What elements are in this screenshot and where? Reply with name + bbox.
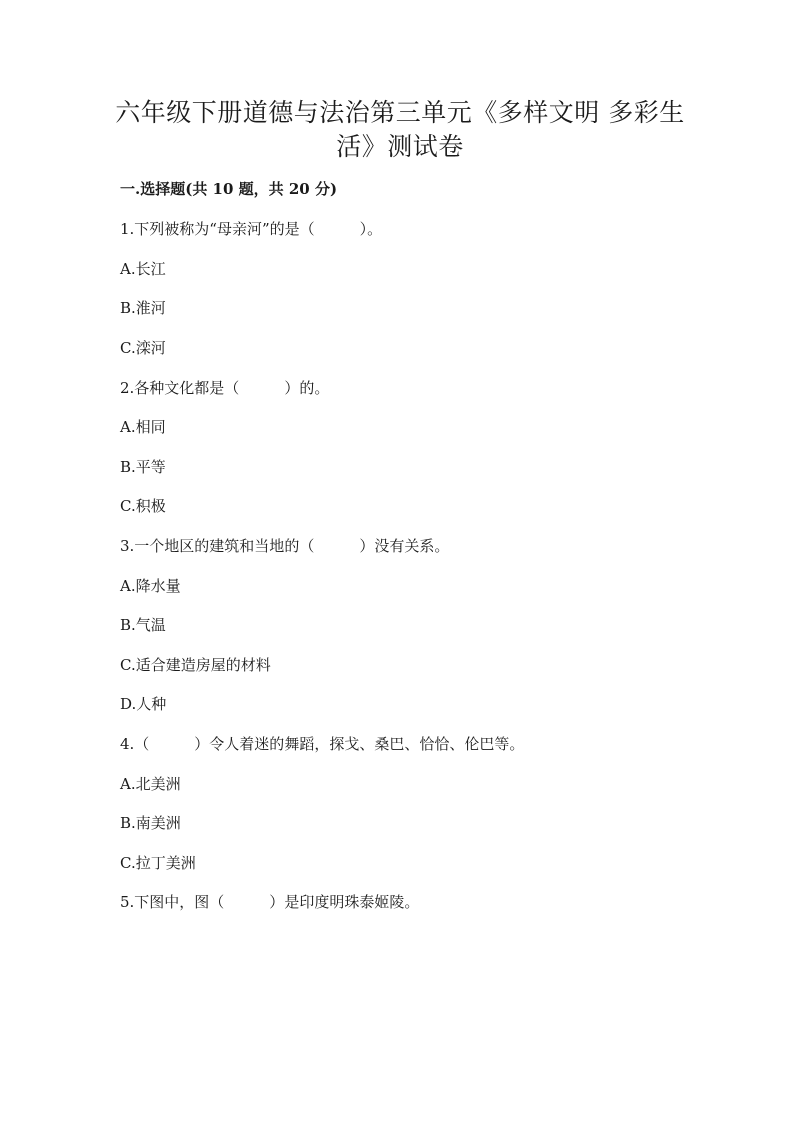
question-1-option-c: C.滦河 (120, 339, 166, 357)
question-1-stem: 1.下列被称为“母亲河”的是（ ）。 (120, 220, 383, 238)
question-3-stem: 3.一个地区的建筑和当地的（ ）没有关系。 (120, 537, 450, 555)
question-4-stem: 4.（ ）令人着迷的舞蹈，探戈、桑巴、恰恰、伦巴等。 (120, 735, 525, 753)
question-2-stem: 2.各种文化都是（ ）的。 (120, 379, 330, 397)
question-2-option-c: C.积极 (120, 497, 166, 515)
title-line-2: 活》测试卷 (336, 132, 464, 161)
question-3-option-a: A.降水量 (120, 577, 181, 595)
question-3-option-c: C.适合建造房屋的材料 (120, 656, 271, 674)
question-1-option-a: A.长江 (120, 260, 166, 278)
question-2-option-b: B.平等 (120, 458, 166, 476)
question-1-option-b: B.淮河 (120, 299, 166, 317)
question-4-option-b: B.南美洲 (120, 814, 181, 832)
question-3-option-d: D.人种 (120, 695, 167, 713)
question-3-option-b: B.气温 (120, 616, 166, 634)
question-4-option-a: A.北美洲 (120, 775, 181, 793)
page-title (110, 96, 690, 164)
question-2-option-a: A.相同 (120, 418, 166, 436)
question-5-stem: 5.下图中，图（ ）是印度明珠泰姬陵。 (120, 893, 420, 911)
question-4-option-c: C.拉丁美洲 (120, 854, 196, 872)
title-line-1: 六年级下册道德与法治第三单元《多样文明 多彩生 (115, 98, 685, 127)
section-heading: 一.选择题(共 10 题，共 20 分) (120, 180, 338, 198)
